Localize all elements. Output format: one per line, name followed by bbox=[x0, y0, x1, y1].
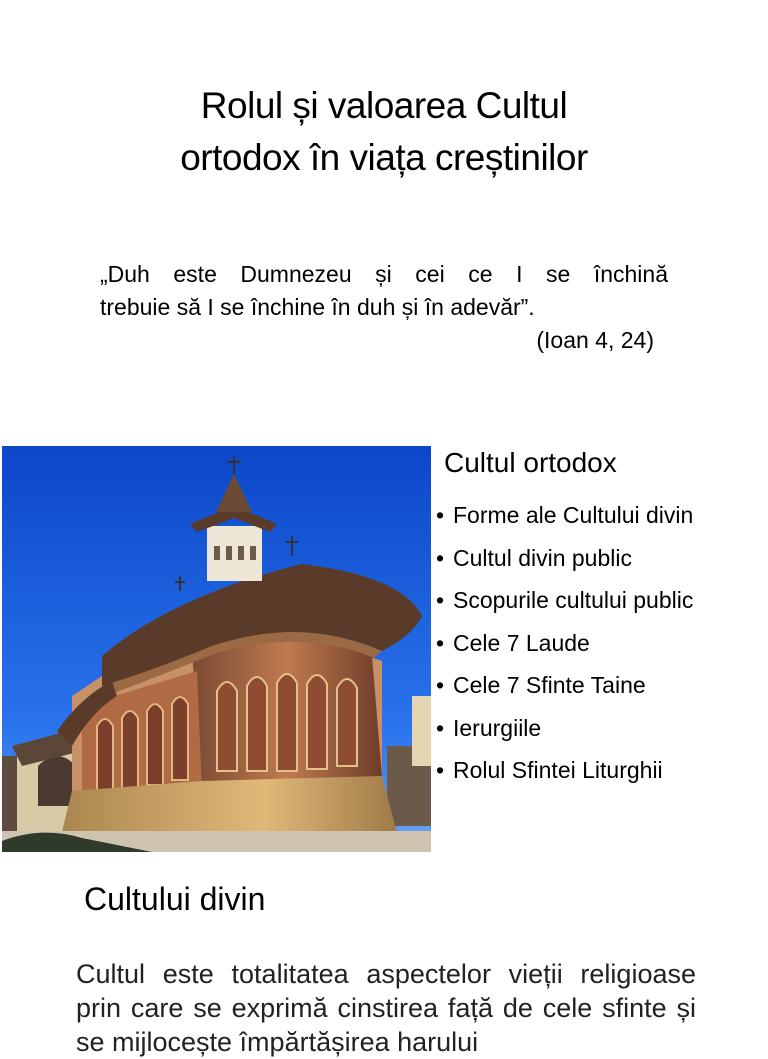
list-item bbox=[436, 707, 693, 750]
topic-list bbox=[436, 494, 693, 792]
list-item bbox=[436, 622, 693, 665]
list-item-label: Scopurile cultului public bbox=[453, 587, 694, 613]
list-item-label: Forme ale Cultului divin bbox=[453, 502, 694, 528]
list-item bbox=[436, 749, 693, 792]
scripture-quote bbox=[100, 258, 668, 357]
page-title bbox=[0, 80, 768, 184]
bullet-icon: • bbox=[436, 672, 445, 698]
subsection-title: Cultului divin bbox=[84, 881, 266, 917]
list-item-label: Cele 7 Laude bbox=[453, 629, 590, 656]
title-line-2: ortodox în viața creștinilor bbox=[180, 137, 588, 178]
list-item bbox=[436, 494, 693, 537]
list-item-label: Cele 7 Sfinte Taine bbox=[453, 672, 646, 698]
bullet-icon: • bbox=[436, 587, 445, 613]
list-item-label: Cultul divin public bbox=[453, 544, 632, 571]
quote-reference: (Ioan 4, 24) bbox=[536, 327, 654, 353]
list-item-label: Ierurgiile bbox=[453, 714, 542, 741]
bullet-icon: • bbox=[436, 502, 445, 528]
bullet-icon: • bbox=[436, 757, 445, 783]
title-line-1: Rolul și valoarea Cultul bbox=[200, 85, 568, 126]
list-item bbox=[436, 664, 693, 707]
list-item-label: Rolul Sfintei Liturghii bbox=[453, 757, 663, 783]
bullet-icon: • bbox=[436, 714, 445, 741]
bullet-icon: • bbox=[436, 544, 445, 571]
section-title: Cultul ortodox bbox=[444, 447, 617, 478]
list-item bbox=[436, 579, 693, 622]
bullet-icon: • bbox=[436, 629, 445, 656]
quote-line-1: „Duh este Dumnezeu și cei ce I se închină bbox=[100, 261, 668, 287]
list-item bbox=[436, 537, 693, 580]
quote-line-2: trebuie să I se închine în duh și în adevăr”. bbox=[100, 294, 535, 320]
monastery-photo bbox=[2, 446, 431, 852]
subsection-paragraph: Cultul este totalitatea aspectelor vieții religioase prin care se exprimă cinstirea față de cele sfinte și se mijlocește împărtășirea harului bbox=[76, 959, 696, 1057]
